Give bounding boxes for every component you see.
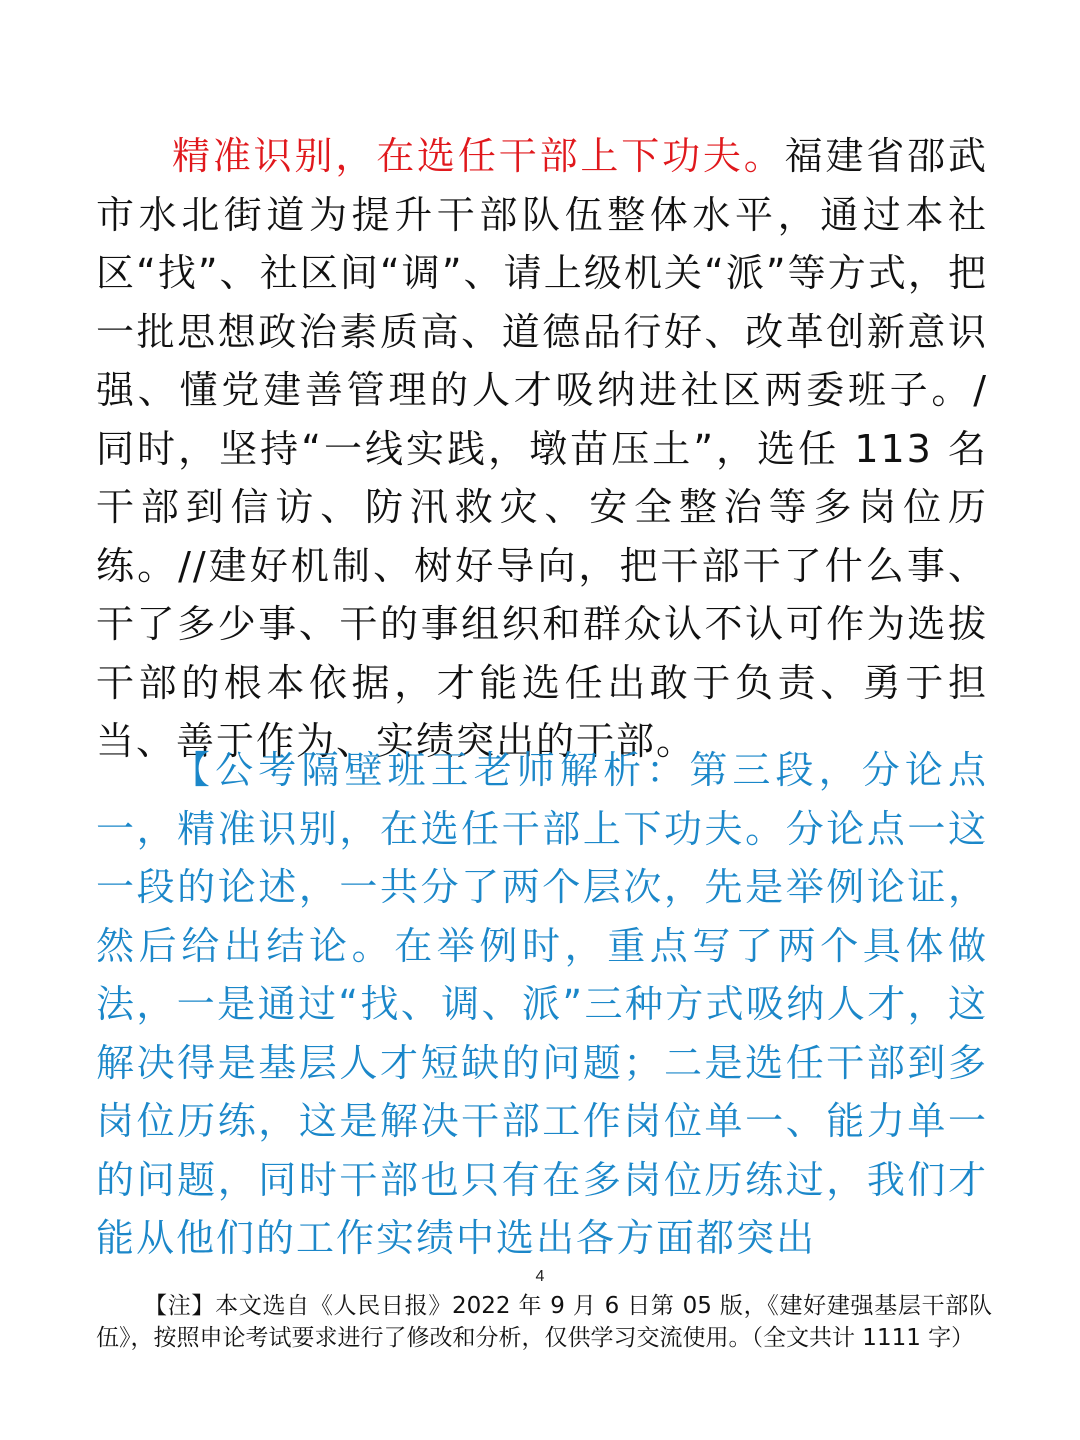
analysis-paragraph: 【公考隔壁班王老师解析：第三段，分论点一，精准识别，在选任干部上下功夫。分论点一这一段的论述，一共分了两个层次，先是举例论证，然后给出结论。在举例时，重点写了两个具体做法，一是通过“找、调、派”三种方式吸纳人才，这解决得是基层人才短缺的问题；二是选任干部到多岗位历练，这是解决干部工作岗位单一、能力单一的问题，同时干部也只有在多岗位历练过，我们才能从他们的工作实绩中选出各方面都突出 bbox=[96, 748, 988, 1260]
subpoint-heading: 精准识别，在选任干部上下功夫。 bbox=[172, 134, 785, 178]
page-number: 4 bbox=[535, 1268, 545, 1285]
footnote: 【注】本文选自《人民日报》2022 年 9 月 6 日第 05 版，《建好建强基层干部队伍》，按照申论考试要求进行了修改和分析，仅供学习交流使用。（全文共计 1111 字） bbox=[96, 1293, 992, 1351]
body-paragraph-text: 福建省邵武市水北街道为提升干部队伍整体水平，通过本社区“找”、社区间“调”、请上级机关“派”等方式，把一批思想政治素质高、道德品行好、改革创新意识强、懂党建善管理的人才吸纳进社区两委班子。/同时，坚持“一线实践，墩苗压土”，选任 113 名干部到信访、防汛救灾、安全整治等多岗位历练。//建好机制、树好导向，把干部干了什么事、干了多少事、干的事组织和群众认不认可作为选拔干部的根本依据，才能选任出敢于负责、勇于担当、善于作为、实绩突出的干部。 bbox=[96, 134, 988, 763]
body-paragraph bbox=[96, 127, 988, 771]
